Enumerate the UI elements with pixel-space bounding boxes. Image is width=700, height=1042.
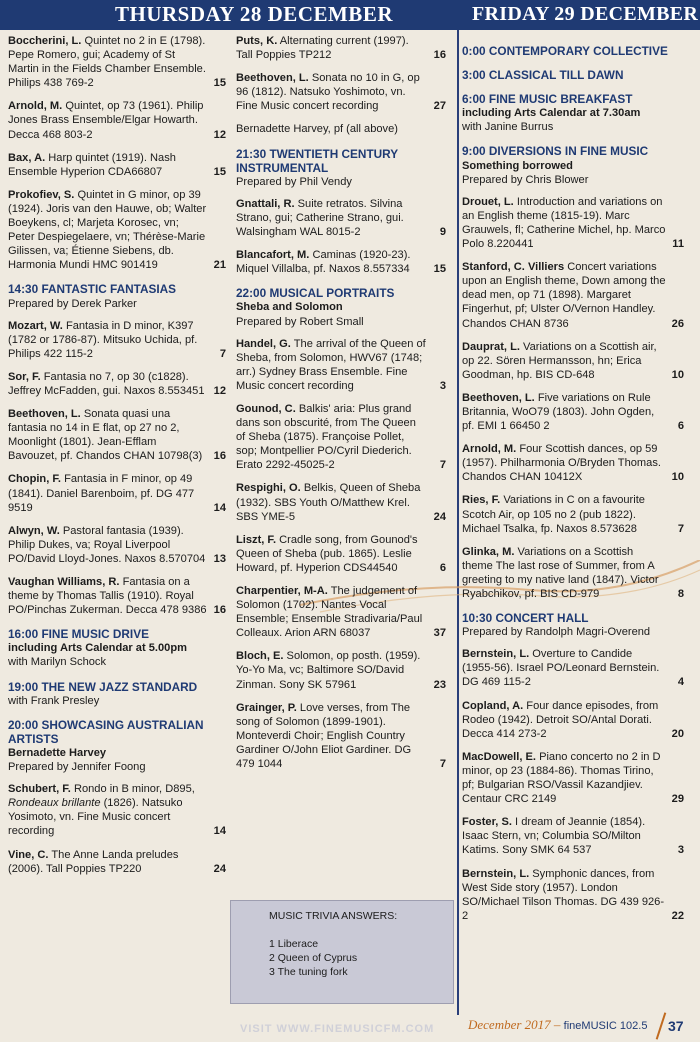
listing-text [236, 649, 446, 691]
trivia-answer-3: 3 The tuning fork [269, 966, 348, 978]
composer-name: Copland, A. [462, 699, 524, 712]
listing-detail: Introduction and variations on an English theme (1815-19). Marc Grauwels, fl; Catherine Michel, hp. Marco Polo 8.220441 [462, 195, 666, 251]
duration-minutes: 16 [213, 450, 226, 463]
duration-minutes: 4 [677, 676, 684, 689]
listing-detail: Fantasia no 7, op 30 (c1828). Jeffrey McFadden, gui. Naxos 8.553451 [8, 370, 205, 397]
listing-entry [8, 575, 226, 617]
program-time-title: 16:00 FINE MUSIC DRIVE [8, 627, 149, 642]
listing-detail: Sonata no 10 in G, op 96 (1812). Natsuko Yoshimoto, vn. Fine Music concert recording [236, 72, 420, 113]
listing-detail: I dream of Jeannie (1854). Isaac Stern, vn; Columbia SO/Milton Katims. Sony SMK 64 537 [462, 816, 646, 857]
duration-minutes: 12 [213, 384, 226, 397]
listing-text [236, 584, 446, 640]
composer-name: Bernstein, L. [462, 648, 530, 661]
duration-minutes: 15 [433, 263, 446, 276]
brand-name: fineMUSIC 102.5 [563, 1020, 648, 1032]
listing-detail: Four Scottish dances, op 59 (1957). Philharmonia O/Bryden Thomas. Chandos CHAN 10412X [462, 443, 661, 484]
listing-detail: Sonata quasi una fantasia no 14 in E flat, op 27 no 2, Moonlight (1801). Jean-Efflam Bavouzet, pf. Chandos CHAN 10798(3) [8, 408, 203, 463]
duration-minutes: 7 [439, 758, 446, 771]
listing-entry [236, 122, 446, 136]
listing-entry [236, 481, 446, 523]
composer-name: Gnattali, R. [236, 197, 295, 210]
composer-name: Arnold, M. [462, 443, 517, 456]
duration-minutes: 14 [213, 825, 226, 838]
listing-text [236, 34, 446, 62]
listing-detail: Variations in C on a favourite Scotch Air, op 105 no 2 (pub 1822). Michael Tsalka, fp. Naxos 8.573628 [462, 494, 645, 535]
listing-text [236, 701, 446, 771]
program-subtitle: Bernadette Harvey [8, 746, 107, 759]
listing-detail: Caminas (1920-23). Miquel Villalba, pf. Naxos 8.557334 [236, 249, 411, 276]
composer-name: Handel, G. [236, 337, 291, 350]
listing-detail: Fantasia in F minor, op 49 (1841). Daniel Barenboim, pf. DG 477 9519 [8, 473, 195, 514]
listing-entry [8, 188, 226, 273]
duration-minutes: 7 [677, 522, 684, 535]
listing-entry [236, 701, 446, 771]
program-subtitle: including Arts Calendar at 5.00pm [8, 642, 187, 655]
listing-entry [462, 750, 684, 806]
duration-minutes: 12 [213, 128, 226, 141]
composer-name: Bax, A. [8, 151, 46, 164]
program-time-title: 22:00 MUSICAL PORTRAITS [236, 286, 395, 301]
program-time-title: 10:30 CONCERT HALL [462, 611, 589, 626]
composer-name: Foster, S. [462, 816, 512, 829]
listing-text [462, 493, 684, 535]
program-block [462, 144, 684, 186]
duration-minutes: 24 [433, 510, 446, 523]
listing-text [8, 34, 226, 90]
listing-detail: Harp quintet (1919). Nash Ensemble Hyperion CDA66807 [8, 151, 176, 178]
composer-name: Sor, F. [8, 370, 41, 383]
composer-name: Prokofiev, S. [8, 188, 75, 201]
listing-text [462, 699, 684, 741]
program-time-title: 14:30 FANTASTIC FANTASIAS [8, 282, 177, 297]
listing-entry [462, 867, 684, 923]
listing-detail: Quintet, op 73 (1961). Philip Jones Brass Ensemble/Elgar Howarth. Decca 468 803-2 [8, 100, 204, 141]
composer-name: Stanford, C. Villiers [462, 261, 565, 274]
program-time-title: 21:30 TWENTIETH CENTURY INSTRUMENTAL [236, 146, 398, 175]
listing-text [8, 848, 226, 876]
composer-name: Beethoven, L. [462, 391, 535, 404]
listing-detail: Rondeaux brillante [8, 797, 101, 810]
duration-minutes: 24 [213, 862, 226, 875]
composer-name: Schubert, F. [8, 783, 71, 796]
program-time-title: 6:00 FINE MUSIC BREAKFAST [462, 92, 633, 107]
duration-minutes: 20 [671, 727, 684, 740]
listing-entry [462, 340, 684, 382]
listing-entry [462, 545, 684, 601]
composer-name: Glinka, M. [462, 545, 515, 558]
listing-entry [236, 337, 446, 393]
composer-name: Boccherini, L. [8, 35, 82, 47]
program-host: with Marilyn Schock [8, 656, 107, 669]
listing-entry [8, 472, 226, 514]
listing-text [462, 260, 684, 330]
listing-text [462, 442, 684, 484]
listing-entry [462, 647, 684, 689]
friday-column [462, 34, 684, 932]
composer-name: Vine, C. [8, 848, 49, 861]
issue-month: December 2017 – [468, 1017, 561, 1032]
listing-detail: (1826). Natsuko Yosimoto, vn. Fine Music concert recording [8, 797, 183, 838]
program-time-title: 9:00 DIVERSIONS IN FINE MUSIC [462, 144, 649, 159]
website-link[interactable]: VISIT WWW.FINEMUSICFM.COM [240, 1023, 435, 1035]
listing-entry [462, 493, 684, 535]
duration-minutes: 3 [677, 844, 684, 857]
duration-minutes: 23 [433, 678, 446, 691]
program-block [8, 718, 226, 774]
program-time-title: 19:00 THE NEW JAZZ STANDARD [8, 679, 198, 694]
listing-text [8, 407, 226, 463]
program-host: Prepared by Chris Blower [462, 173, 589, 186]
trivia-answer-2: 2 Queen of Cyprus [269, 952, 358, 964]
composer-name: Alwyn, W. [8, 524, 60, 537]
program-host: with Janine Burrus [462, 121, 554, 134]
listing-text [236, 122, 446, 136]
duration-minutes: 29 [671, 793, 684, 806]
listing-detail: Overture to Candide (1955-56). Israel PO/Leonard Bernstein. DG 469 115-2 [462, 648, 660, 689]
program-block [236, 147, 446, 189]
listing-text [8, 188, 226, 273]
listing-entry [8, 319, 226, 361]
composer-name: Blancafort, M. [236, 249, 310, 262]
listing-entry [8, 848, 226, 876]
composer-name: Drouet, L. [462, 195, 514, 208]
listing-text [236, 71, 446, 113]
listing-detail: Balkis' aria: Plus grand dans son obscurité, from The Queen of Sheba (1875). Françoise Pollet, sop; Montpellier PO/Cyril Diederich. Erato 2292-45025-2 [236, 402, 416, 472]
program-subtitle: Something borrowed [462, 159, 573, 172]
listing-text [462, 815, 684, 857]
listing-entry [236, 248, 446, 276]
listing-entry [8, 151, 226, 179]
composer-name: Puts, K. [236, 35, 278, 47]
listing-text [8, 99, 226, 141]
listing-text [236, 402, 446, 472]
listing-entry [8, 34, 226, 90]
composer-name: MacDowell, E. [462, 750, 536, 763]
program-block [8, 627, 226, 669]
listing-entry [8, 370, 226, 398]
duration-minutes: 13 [213, 552, 226, 565]
listing-detail: Belkis, Queen of Sheba (1932). SBS Youth O/Matthew Krel. SBS YME-5 [236, 482, 421, 523]
composer-name: Grainger, P. [236, 701, 297, 714]
composer-name: Charpentier, M-A. [236, 585, 328, 597]
composer-name: Ries, F. [462, 494, 501, 507]
listing-entry [236, 402, 446, 472]
program-subtitle: Sheba and Solomon [236, 301, 343, 314]
duration-minutes: 8 [677, 588, 684, 600]
listing-entry [462, 391, 684, 433]
listing-detail: Quintet no 2 in E (1798). Pepe Romero, gui; Academy of St Martin in the Fields Chamber Ensemble. Philips 438 769-2 [8, 35, 206, 90]
program-block [462, 68, 684, 82]
composer-name: Gounod, C. [236, 402, 296, 415]
program-time-title: 0:00 CONTEMPORARY COLLECTIVE [462, 44, 668, 58]
composer-name: Bernstein, L. [462, 867, 530, 880]
program-host: Prepared by Phil Vendy [236, 175, 352, 188]
listing-entry [8, 782, 226, 838]
duration-minutes: 14 [213, 501, 226, 514]
duration-minutes: 26 [671, 317, 684, 330]
listing-detail: Piano concerto no 2 in D minor, op 23 (1884-86). Thomas Tirino, pf; Bulgarian RSO/Vassil Kazandjiev. Centaur CRC 2149 [462, 750, 661, 806]
column-divider [457, 30, 459, 1015]
listing-entry [462, 815, 684, 857]
duration-minutes: 3 [439, 379, 446, 392]
listing-text [8, 370, 226, 398]
listing-text [236, 533, 446, 575]
duration-minutes: 7 [439, 459, 446, 472]
thursday-column-2 [236, 34, 446, 780]
listing-text [462, 750, 684, 806]
listing-detail: Five variations on Rule Britannia, WoO79 (1803). John Ogden, pf. EMI 1 66450 2 [462, 391, 655, 433]
duration-minutes: 21 [213, 259, 226, 272]
listing-detail: Alternating current (1997). Tall Poppies TP212 [236, 35, 409, 62]
duration-minutes: 27 [433, 100, 446, 113]
listing-entry [462, 195, 684, 251]
listing-detail: Quintet in G minor, op 39 (1924). Joris van den Hauwe, ob; Walter Boeykens, cl; Marjeta Korosec, vn; Peter Despiegelaere, vn; Thérèse-Marie Gilissen, va; Étienne Siebens, db. Harmonia Mundi HMC 901419 [8, 188, 207, 272]
listing-entry [8, 407, 226, 463]
page-number: 37 [668, 1018, 684, 1034]
listing-text [236, 337, 446, 393]
listing-text [236, 481, 446, 523]
listing-detail: The Anne Landa preludes (2006). Tall Poppies TP220 [8, 848, 179, 875]
listing-entry [236, 34, 446, 62]
program-host: Prepared by Jennifer Foong [8, 761, 146, 774]
listing-detail: Fantasia on a theme by Thomas Tallis (1910). Royal PO/Pinchas Zukerman. Decca 478 9386 [8, 576, 207, 617]
duration-minutes: 10 [671, 471, 684, 484]
program-block [462, 44, 684, 58]
listing-entry [8, 99, 226, 141]
page-header [0, 0, 700, 30]
composer-name: Dauprat, L. [462, 340, 520, 353]
listing-text [462, 867, 684, 923]
listing-entry [236, 533, 446, 575]
thursday-column-1 [8, 34, 226, 885]
composer-name: Beethoven, L. [236, 72, 309, 85]
trivia-heading: MUSIC TRIVIA ANSWERS: [269, 910, 398, 922]
listing-entry [236, 649, 446, 691]
program-block [462, 611, 684, 639]
program-host: Prepared by Derek Parker [8, 297, 137, 310]
listing-detail: Variations on a Scottish air, op 22. Sören Hermansson, hn; Erica Goodman, hp. BIS CD-648 [462, 340, 657, 381]
listing-detail: Bernadette Harvey, pf (all above) [236, 123, 398, 136]
listing-text [462, 545, 684, 601]
listing-detail: Solomon, op posth. (1959). Yo-Yo Ma, vc; Baltimore SO/David Zinman. Sony SK 57961 [236, 650, 421, 691]
listing-text [462, 195, 684, 251]
program-block [8, 282, 226, 310]
duration-minutes: 16 [433, 49, 446, 62]
listing-entry [462, 699, 684, 741]
composer-name: Beethoven, L. [8, 408, 81, 421]
duration-minutes: 6 [439, 561, 446, 574]
listing-detail: Four dance episodes, from Rodeo (1942). Detroit SO/Antal Dorati. Decca 414 273-2 [462, 699, 659, 740]
listing-entry [8, 524, 226, 566]
program-block [462, 92, 684, 134]
listing-detail: Symphonic dances, from West Side story (1957). London SO/Michael Tilson Thomas. DG 439 926-2 [462, 867, 665, 922]
listing-text [8, 472, 226, 514]
listing-detail: The judgement of Solomon (1702). Nantes Vocal Ensemble; Ensemble Stradivaria/Paul Colleaux. Arion ARN 68037 [236, 585, 423, 640]
listing-text [8, 782, 226, 838]
listing-entry [236, 584, 446, 640]
listing-text [462, 647, 684, 689]
composer-name: Mozart, W. [8, 319, 63, 332]
duration-minutes: 6 [677, 420, 684, 433]
composer-name: Vaughan Williams, R. [8, 576, 120, 588]
program-subtitle: including Arts Calendar at 7.30am [462, 107, 641, 120]
program-block [236, 286, 446, 328]
duration-minutes: 37 [433, 627, 446, 640]
listing-entry [462, 260, 684, 330]
composer-name: Respighi, O. [236, 482, 301, 495]
listing-text [8, 524, 226, 566]
duration-minutes: 11 [672, 238, 684, 251]
listing-detail: The arrival of the Queen of Sheba, from Solomon, HWV67 (1748; arr.) Sydney Brass Ensemble. Fine Music concert recording [236, 337, 426, 392]
duration-minutes: 15 [213, 77, 226, 90]
listing-detail: Variations on a Scottish theme The last rose of Summer, from A greeting to my native land (1847). Victor Ryabchikov, pf. BIS CD-979 [462, 545, 659, 600]
program-host: Prepared by Randolph Magri-Overend [462, 626, 651, 639]
magazine-issue [468, 1017, 647, 1033]
friday-heading: FRIDAY 29 DECEMBER [472, 3, 699, 25]
listing-detail: Love verses, from The song of Solomon (1899-1901). Monteverdi Choir; English Country Gardiner O/John Eliot Gardiner. DG 479 1044 [236, 701, 412, 771]
listing-detail: Concert variations upon an English theme, Down among the dead men, op 71 (1898). Margaret Fingerhut, pf; Ulster O/Vernon Handley. Chandos CHAN 8736 [462, 261, 666, 330]
program-host: with Frank Presley [8, 694, 100, 707]
duration-minutes: 9 [439, 226, 446, 239]
duration-minutes: 22 [671, 909, 684, 922]
trivia-answers-box [230, 900, 454, 1004]
duration-minutes: 16 [213, 604, 226, 617]
composer-name: Liszt, F. [236, 533, 277, 546]
listing-detail: Fantasia in D minor, K397 (1782 or 1786-87). Mitsuko Uchida, pf. Philips 422 115-2 [8, 319, 198, 360]
listing-text [236, 248, 446, 276]
program-block [8, 680, 226, 708]
program-time-title: 20:00 SHOWCASING AUSTRALIAN ARTISTS [8, 717, 204, 746]
listing-entry [236, 71, 446, 113]
listing-entry [462, 442, 684, 484]
listing-detail: Rondo in B minor, D895, [70, 783, 195, 796]
listing-text [8, 319, 226, 361]
listing-text [462, 391, 684, 433]
page-footer [0, 1015, 700, 1042]
listing-entry [236, 197, 446, 239]
listing-detail: Cradle song, from Gounod's Queen of Sheba (pub. 1865). Leslie Howard, pf. Hyperion CDS44540 [236, 533, 418, 574]
duration-minutes: 10 [671, 368, 684, 381]
trivia-answer-1: 1 Liberace [269, 938, 319, 950]
program-host: Prepared by Robert Small [236, 315, 364, 328]
listing-detail: Pastoral fantasia (1939). Philip Dukes, va; Royal Liverpool PO/David Lloyd-Jones. Naxos 8.570704 [8, 524, 206, 565]
composer-name: Chopin, F. [8, 473, 61, 486]
listing-text [462, 340, 684, 382]
listing-text [236, 197, 446, 239]
listing-text [8, 151, 226, 179]
thursday-heading: THURSDAY 28 DECEMBER [115, 2, 393, 26]
duration-minutes: 15 [213, 165, 226, 178]
program-time-title: 3:00 CLASSICAL TILL DAWN [462, 68, 624, 83]
listing-detail: Suite retratos. Silvina Strano, gui; Catherine Strano, gui. Walsingham WAL 8015-2 [236, 197, 404, 239]
composer-name: Bloch, E. [236, 650, 284, 663]
composer-name: Arnold, M. [8, 100, 63, 113]
listing-text [8, 575, 226, 617]
duration-minutes: 7 [219, 347, 226, 360]
